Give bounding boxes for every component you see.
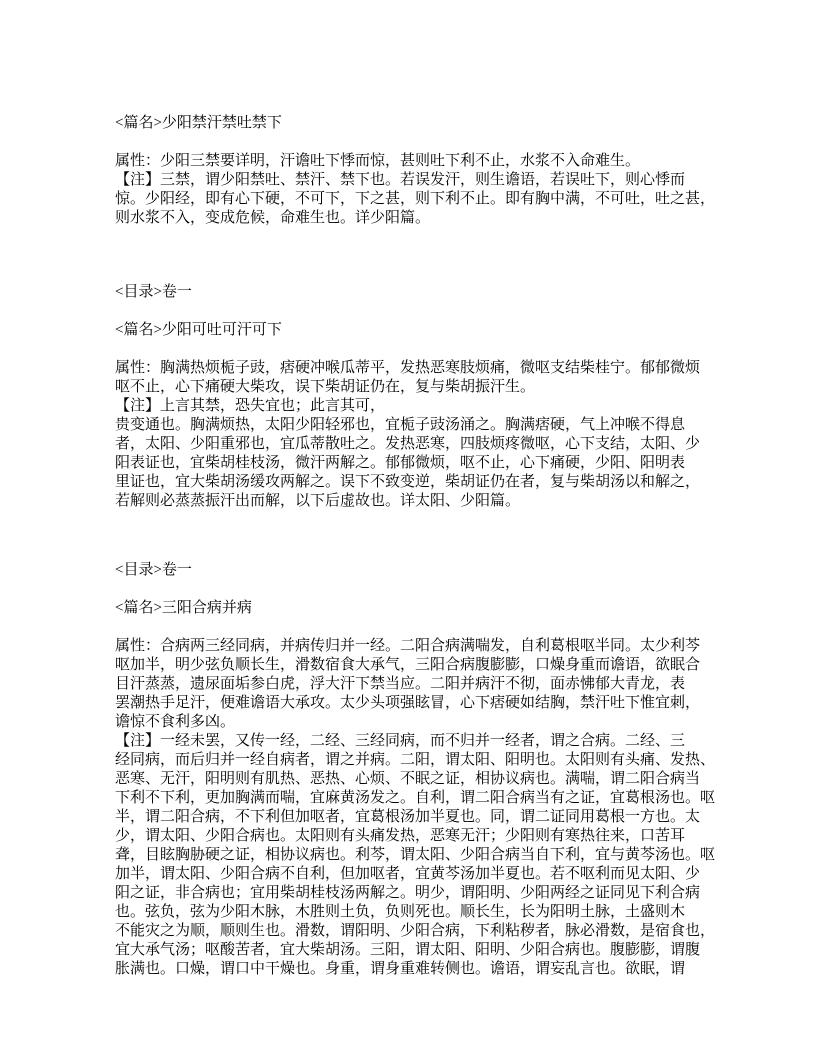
text-line: 惊。少阳经，即有心下硬，不可下，下之甚，则下利不止。即有胸中满，不可吐，吐之甚，	[115, 191, 716, 207]
text-line: 不能灾之为顺，顺则生也。滑数，谓阳明、少阳合病，下利粘秽者，脉必滑数，是宿食也，	[115, 923, 716, 939]
text-line: 【注】一经未罢，又传一经，二经、三经同病，而不归并一经者，谓之合病。二经、三	[115, 733, 686, 749]
section-toc: <目录>卷一	[115, 562, 192, 578]
text-line: 宜大承气汤；呕酸苦者，宜大柴胡汤。三阳，谓太阳、阳明、少阳合病也。腹膨膨，谓腹	[115, 942, 701, 958]
text-line: 加半，谓太阳、少阳合病不自利，但加呕者，宜黄芩汤加半夏也。若不呕利而见太阳、少	[115, 866, 701, 882]
text-line: 聋，目眩胸胁硬之证，相协议病也。利芩，谓太阳、少阳合病当自下利，宜与黄芩汤也。呕	[115, 847, 716, 863]
text-line: 则水浆不入，变成危候，命难生也。详少阳篇。	[115, 210, 431, 226]
blank-line	[115, 618, 715, 637]
section-heading: <篇名>三阳合病并病	[115, 600, 252, 616]
section-shaoyang-jin	[115, 114, 715, 228]
text-line: 罢潮热手足汗，便难谵语大承攻。太少头项强眩冒，心下痞硬如结胸，禁汗吐下惟宜刺，	[115, 695, 701, 711]
text-line: 里证也，宜大柴胡汤缓攻两解之。误下不致变逆，柴胡证仍在者，复与柴胡汤以和解之，	[115, 474, 701, 490]
section-heading: <篇名>少阳可吐可汗可下	[115, 322, 282, 338]
text-line: 【注】三禁，谓少阳禁吐、禁汗、禁下也。若误发汗，则生谵语，若误吐下，则心悸而	[115, 172, 686, 188]
section-toc: <目录>卷一	[115, 284, 192, 300]
text-line: 呕不止，心下痛硬大柴攻，误下柴胡证仍在，复与柴胡振汗生。	[115, 379, 536, 395]
blank-line	[115, 133, 715, 152]
text-line: 恶寒、无汗，阳明则有肌热、恶热、心烦、不眠之证，相协议病也。满喘，谓二阳合病当	[115, 771, 701, 787]
section-heading: <篇名>少阳禁汗禁吐禁下	[115, 115, 282, 131]
blank-line	[115, 580, 715, 599]
text-line: 半，谓二阳合病，不下利但加呕者，宜葛根汤加半夏也。同，谓二证同用葛根一方也。太	[115, 809, 701, 825]
text-line: 若解则必蒸蒸振汗出而解，以下后虚故也。详太阳、少阳篇。	[115, 493, 521, 509]
blank-line	[115, 302, 700, 321]
text-line: 也。弦负，弦为少阳木脉，木胜则土负，负则死也。顺长生，长为阳明土脉，土盛则木	[115, 904, 686, 920]
text-line: 属性：少阳三禁要详明，汗谵吐下悸而惊，甚则吐下利不止，水浆不入命难生。	[115, 153, 641, 169]
section-body	[115, 152, 715, 228]
section-body	[115, 359, 700, 511]
text-line: 经同病，而后归并一经自病者，谓之并病。二阳，谓太阳、阳明也。太阳则有头痛、发热、	[115, 752, 716, 768]
text-line: 胀满也。口燥，谓口中干燥也。身重，谓身重难转侧也。谵语，谓妄乱言也。欲眠，谓	[115, 961, 686, 977]
section-shaoyang-ke	[115, 283, 700, 511]
text-line: 阳表证也，宜柴胡桂枝汤，微汗两解之。郁郁微烦，呕不止，心下痛硬，少阳、阳明表	[115, 455, 686, 471]
text-line: 下利不下利，更加胸满而喘，宜麻黄汤发之。自利，谓二阳合病当有之证，宜葛根汤也。呕	[115, 790, 716, 806]
text-line: 少，谓太阳、少阳合病也。太阳则有头痛发热，恶寒无汗；少阳则有寒热往来，口苦耳	[115, 828, 686, 844]
text-line: 阳之证，非合病也；宜用柴胡桂枝汤两解之。明少，谓阳明、少阳两经之证同见下利合病	[115, 885, 701, 901]
text-line: 谵惊不食利多凶。	[115, 714, 236, 730]
text-line: 属性：合病两三经同病，并病传归并一经。二阳合病满喘发，自利葛根呕半同。太少利芩	[115, 638, 701, 654]
text-line: 【注】上言其禁，恐失宜也；此言其可，	[115, 398, 386, 414]
text-line: 者，太阳、少阳重邪也，宜瓜蒂散吐之。发热恶寒，四肢烦疼微呕，心下支结，太阳、少	[115, 436, 701, 452]
text-line: 目汗蒸蒸，遗尿面垢参白虎，浮大汗下禁当应。二阳并病汗不彻，面赤怫郁大青龙，表	[115, 676, 686, 692]
section-body	[115, 637, 715, 979]
blank-line	[115, 340, 700, 359]
text-line: 贵变通也。胸满烦热，太阳少阳轻邪也，宜栀子豉汤涌之。胸满痞硬，气上冲喉不得息	[115, 417, 686, 433]
text-line: 呕加半，明少弦负顺长生，滑数宿食大承气，三阳合病腹膨膨，口燥身重而谵语，欲眠合	[115, 657, 701, 673]
text-line: 属性：胸满热烦栀子豉，痞硬冲喉瓜蒂平，发热恶寒肢烦痛，微呕支结柴桂宁。郁郁微烦	[115, 360, 701, 376]
section-sanyang-hebing	[115, 561, 715, 979]
